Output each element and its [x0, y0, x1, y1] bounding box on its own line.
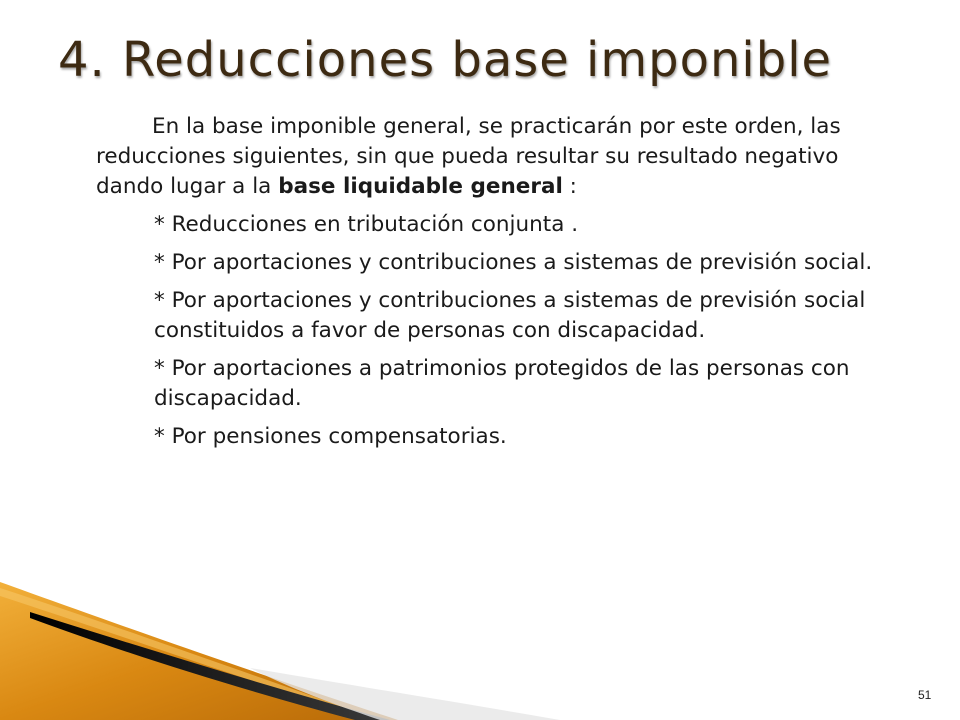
page-number: 51	[918, 688, 932, 702]
list-item: * Por aportaciones a patrimonios protegidos de las personas con discapacidad.	[154, 356, 850, 411]
slide-title: 4. Reducciones base imponible	[58, 32, 833, 88]
intro-text: En la base imponible general, se practicarán por este orden, las reducciones siguientes, sin que pueda resultar su resultado negativo dando lugar a la	[96, 114, 841, 199]
list-item: * Por pensiones compensatorias.	[154, 424, 507, 449]
base-liquidable-general-term: base liquidable general	[278, 174, 563, 199]
intro-trailing-colon: :	[562, 174, 577, 199]
list-item: * Por aportaciones y contribuciones a sistemas de previsión social.	[154, 250, 873, 275]
list-item: * Reducciones en tributación conjunta .	[154, 212, 579, 237]
reductions-list	[96, 210, 896, 452]
slide-body	[96, 112, 896, 460]
intro-paragraph	[96, 112, 896, 202]
list-item: * Por aportaciones y contribuciones a sistemas de previsión social constituidos a favor de personas con discapacidad.	[154, 288, 866, 343]
